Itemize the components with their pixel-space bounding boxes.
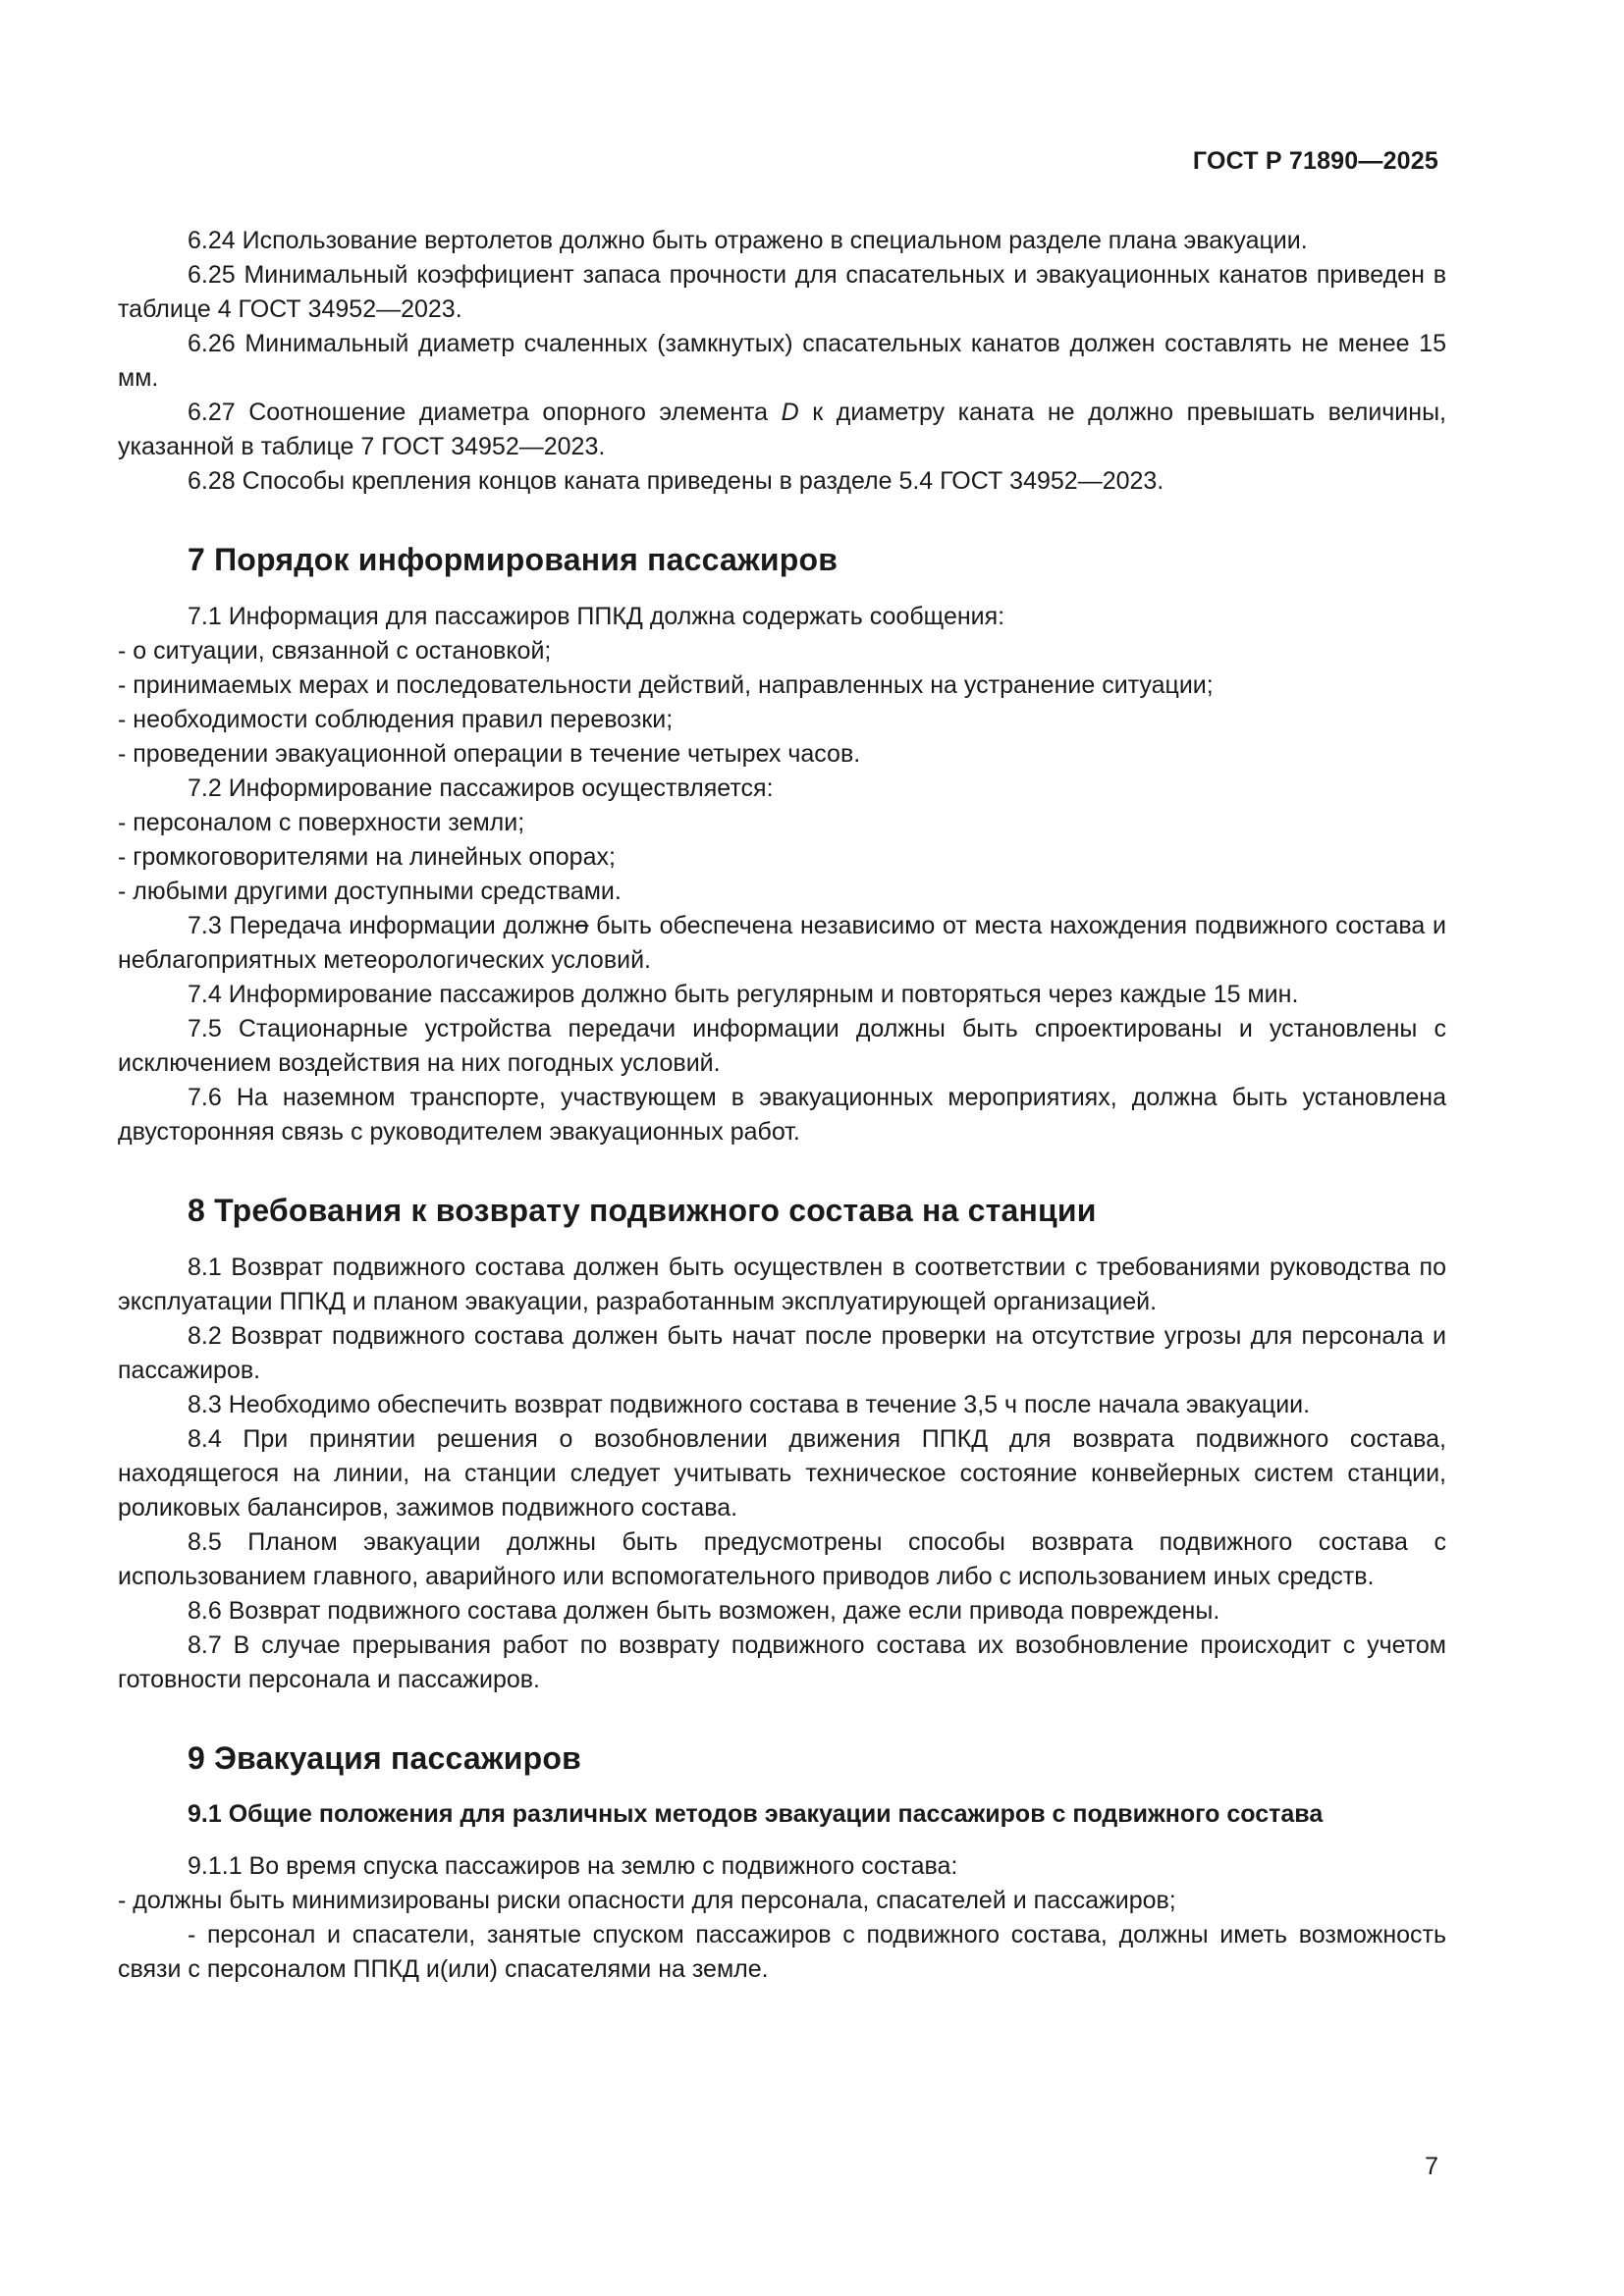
list-item: - проведении эвакуационной операции в течение четырех часов. [118,740,861,768]
clause-6-28: 6.28 Способы крепления концов каната приведены в разделе 5.4 ГОСТ 34952—2023. [188,467,1164,495]
list-item: - персонал и спасатели, занятые спуском пассажиров с подвижного состава, должны иметь возможность связи с персоналом ППКД и(или) спасателями на земле. [118,1921,1446,1983]
clause-7-3 [118,909,1446,978]
subsection-9-1-heading: 9.1 Общие положения для различных методов эвакуации пассажиров с подвижного состава [188,1800,1324,1828]
clause-6-27-part2: к диаметру каната не должно превышать величины, указанной в таблице 7 ГОСТ 34952—2023. [118,399,1446,460]
clause-7-3-part1: 7.3 Передача информации должн [188,912,575,939]
list-item: - любыми другими доступными средствами. [118,878,622,905]
clause-7-3-struck-letter: о [574,912,589,939]
clause-7-1: 7.1 Информация для пассажиров ППКД должна содержать сообщения: [188,603,1005,630]
clause-8-1: 8.1 Возврат подвижного состава должен быть осуществлен в соответствии с требованиями руководства по эксплуатации ППКД и планом эвакуации, разработанным эксплуатирующей организацией. [118,1254,1446,1315]
section-7-heading: 7 Порядок информирования пассажиров [188,542,839,577]
list-item: - персоналом с поверхности земли; [118,809,525,836]
clause-7-4: 7.4 Информирование пассажиров должно быть регулярным и повторяться через каждые 15 мин. [188,981,1299,1008]
clause-7-6: 7.6 На наземном транспорте, участвующем в эвакуационных мероприятиях, должна быть установлена двусторонняя связь с руководителем эвакуационных работ. [118,1084,1446,1146]
list-item: - должны быть минимизированы риски опасности для персонала, спасателей и пассажиров; [118,1887,1176,1914]
clause-8-4: 8.4 При принятии решения о возобновлении движения ППКД для возврата подвижного состава, находящегося на линии, на станции следует учитывать техническое состояние конвейерных систем станции, роликовых балансиров, зажимов подвижного состава. [118,1425,1446,1522]
list-item: - необходимости соблюдения правил перевозки; [118,706,674,733]
clause-9-1-1: 9.1.1 Во время спуска пассажиров на землю с подвижного состава: [188,1852,958,1880]
page-number: 7 [1425,2153,1438,2180]
clause-7-5: 7.5 Стационарные устройства передачи информации должны быть спроектированы и установлены с исключением воздействия на них погодных условий. [118,1015,1446,1077]
list-item: - громкоговорителями на линейных опорах; [118,843,616,871]
clause-6-27-part1: 6.27 Соотношение диаметра опорного элемента [188,399,782,426]
clause-6-27 [118,396,1446,464]
list-item: - принимаемых мерах и последовательности действий, направленных на устранение ситуации; [118,671,1214,699]
clause-6-25: 6.25 Минимальный коэффициент запаса прочности для спасательных и эвакуационных канатов приведен в таблице 4 ГОСТ 34952—2023. [118,261,1446,323]
section-9-heading: 9 Эвакуация пассажиров [188,1740,582,1776]
document-body [118,224,1446,1987]
clause-8-6: 8.6 Возврат подвижного состава должен быть возможен, даже если привода повреждены. [188,1597,1220,1625]
clause-6-27-symbol-d: D [781,399,799,426]
section-8-heading: 8 Требования к возврату подвижного состава на станции [188,1193,1097,1228]
clause-8-5: 8.5 Планом эвакуации должны быть предусмотрены способы возврата подвижного состава с использованием главного, аварийного или вспомогательного приводов либо с использованием иных средств. [118,1528,1446,1590]
clause-8-3: 8.3 Необходимо обеспечить возврат подвижного состава в течение 3,5 ч после начала эвакуации. [188,1391,1311,1418]
list-item: - о ситуации, связанной с остановкой; [118,637,552,665]
clause-8-2: 8.2 Возврат подвижного состава должен быть начат после проверки на отсутствие угрозы для персонала и пассажиров. [118,1322,1446,1384]
clause-6-26: 6.26 Минимальный диаметр счаленных (замкнутых) спасательных канатов должен составлять не менее 15 мм. [118,330,1446,392]
clause-7-3-part2: быть обеспечена независимо от места нахождения подвижного состава и неблагоприятных метеорологических условий. [118,912,1446,974]
clause-6-24: 6.24 Использование вертолетов должно быть отражено в специальном разделе плана эвакуации. [188,227,1308,254]
document-id-header: ГОСТ Р 71890—2025 [1192,147,1438,175]
clause-7-2: 7.2 Информирование пассажиров осуществляется: [188,774,774,802]
clause-8-7: 8.7 В случае прерывания работ по возврату подвижного состава их возобновление происходит с учетом готовности персонала и пассажиров. [118,1631,1446,1693]
